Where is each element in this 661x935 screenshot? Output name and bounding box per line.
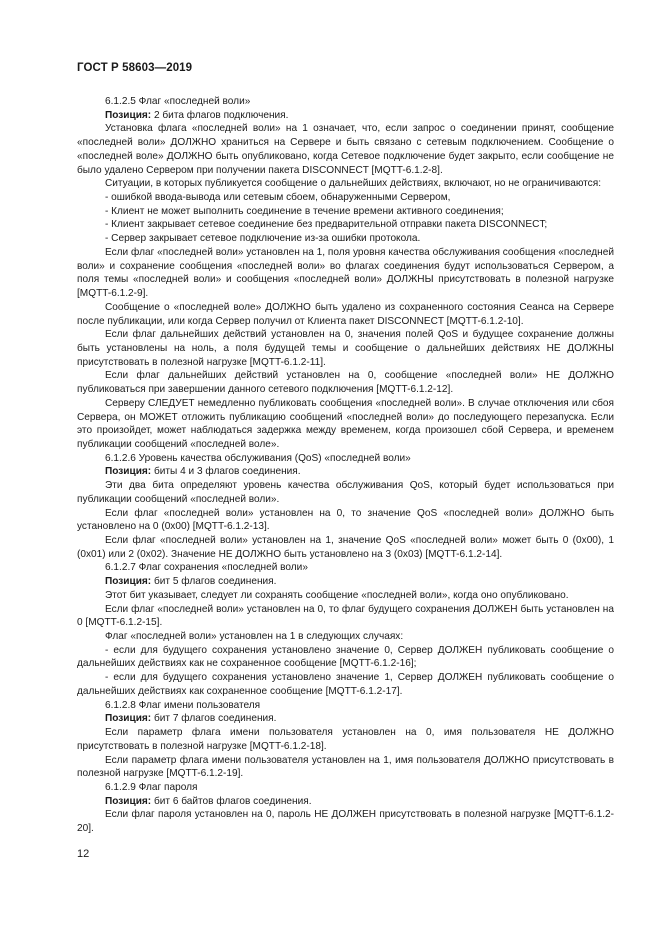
paragraph-text: - ошибкой ввода-вывода или сетевым сбоем, обнаруженными Сервером, — [105, 192, 451, 204]
document-body — [77, 95, 614, 836]
paragraph-text: 6.1.2.8 Флаг имени пользователя — [105, 699, 261, 711]
paragraph-label: Позиция: — [105, 576, 152, 588]
paragraph-text: Серверу СЛЕДУЕТ немедленно публиковать сообщения «последней воли». В случае отключения или сбоя Сервера, он МОЖЕТ отложить публикацию сообщений «последней воли» до последующего перезапуска. Если это произойдет, может наблюдаться задержка между временем, когда произошел сбой Сервера, и временем публикации сообщений «последней воле». — [77, 397, 614, 450]
paragraph-text: 6.1.2.6 Уровень качества обслуживания (QoS) «последней воли» — [105, 452, 411, 464]
paragraph — [77, 452, 614, 466]
paragraph — [77, 397, 614, 452]
paragraph — [77, 644, 614, 671]
paragraph — [77, 328, 614, 369]
paragraph-text: - Клиент закрывает сетевое соединение без предварительной отправки пакета DISCONNECT; — [105, 219, 548, 231]
paragraph-text: Ситуации, в которых публикуется сообщение о дальнейших действиях, включают, но не ограничиваются: — [105, 178, 601, 190]
paragraph-text: Если флаг «последней воли» установлен на 1, значение QoS «последней воли» может быть 0 (0x00), 1 (0x01) или 2 (0x02). Значение НЕ ДОЛЖНО быть установлено на 3 (0x03) [MQTT-6.1.2-14]. — [77, 535, 614, 560]
paragraph — [77, 603, 614, 630]
paragraph-text: Флаг «последней воли» установлен на 1 в следующих случаях: — [105, 631, 404, 643]
paragraph-label: Позиция: — [105, 713, 152, 725]
paragraph-text: Если параметр флага имени пользователя установлен на 1, имя пользователя ДОЛЖНО присутствовать в полезной нагрузке [MQTT-6.1.2-19]. — [77, 754, 614, 780]
paragraph-text: бит 5 флагов соединения. — [151, 576, 277, 588]
paragraph — [77, 671, 614, 698]
paragraph-text: Если флаг дальнейших действий установлен на 0, значения полей QoS и будущее сохранение должны быть установлены на ноль, а поля будущей темы и сообщение о дальнейших действиях НЕ ДОЛЖНЫ присутствовать в полезной нагрузке [MQTT-6.1.2-11]. — [77, 329, 614, 368]
paragraph — [77, 177, 614, 191]
paragraph-text: Если флаг «последней воли» установлен на 1, поля уровня качества обслуживания сообщения «последней воли» и сохранение сообщения «последней воли» во флагах соединения будут использоваться Сервером, а поля темы «последней воли» и сообщения «последней воли» ДОЛЖНЫ присутствовать в полезной нагрузке [MQTT-6.1.2-9]. — [77, 246, 614, 300]
paragraph — [77, 712, 614, 726]
paragraph — [77, 561, 614, 575]
paragraph — [77, 699, 614, 713]
paragraph — [77, 575, 614, 589]
paragraph — [77, 122, 614, 177]
paragraph-text: - если для будущего сохранения установлено значение 0, Сервер ДОЛЖЕН публиковать сообщение о дальнейших действиях как не сохраненное сообщение [MQTT-6.1.2-16]; — [77, 644, 614, 670]
paragraph-text: бит 6 байтов флагов соединения. — [151, 795, 312, 807]
paragraph-text: 2 бита флагов подключения. — [151, 109, 289, 121]
paragraph — [77, 465, 614, 479]
paragraph-text: 6.1.2.9 Флаг пароля — [105, 781, 198, 793]
paragraph-text: Если параметр флага имени пользователя установлен на 0, имя пользователя НЕ ДОЛЖНО присутствовать в полезной нагрузке [MQTT-6.1.2-18]. — [77, 727, 614, 752]
paragraph-text: Этот бит указывает, следует ли сохранять сообщение «последней воли», когда оно опубликовано. — [105, 589, 569, 601]
paragraph — [77, 808, 614, 835]
paragraph — [77, 191, 614, 205]
paragraph-label: Позиция: — [105, 109, 152, 121]
paragraph — [77, 95, 614, 109]
paragraph-text: Если флаг дальнейших действий установлен на 0, сообщение «последней воли» НЕ ДОЛЖНО публиковаться при завершении данного сетевого подключения [MQTT-6.1.2-12]. — [77, 370, 614, 396]
paragraph-text: - Клиент не может выполнить соединение в течение времени активного соединения; — [105, 205, 504, 217]
paragraph — [77, 630, 614, 644]
paragraph — [77, 218, 614, 232]
paragraph-text: бит 7 флагов соединения. — [151, 713, 277, 725]
paragraph-text: Установка флага «последней воли» на 1 означает, что, если запрос о соединении принят, сообщение «последней воли» ДОЛЖНО храниться на Сервере и быть связано с сетевым подключением. Сообщение о «последней воле» ДОЛЖНО быть опубликовано, когда Сетевое подключение будет закрыто, если сообщение не было удалено Сервером при получении пакета DISCONNECT [MQTT-6.1.2-8]. — [77, 123, 614, 176]
paragraph-text: - Сервер закрывает сетевое подключение из-за ошибки протокола. — [105, 233, 421, 245]
paragraph — [77, 726, 614, 753]
paragraph-text: Если флаг пароля установлен на 0, пароль НЕ ДОЛЖЕН присутствовать в полезной нагрузке [MQTT-6.1.2-20]. — [77, 809, 614, 835]
paragraph-text: Если флаг «последней воли» установлен на 0, то флаг будущего сохранения ДОЛЖЕН быть установлен на 0 [MQTT-6.1.2-15]. — [77, 603, 614, 629]
paragraph-text: Если флаг «последней воли» установлен на 0, то значение QoS «последней воли» ДОЛЖНО быть установлено на 0 (0x00) [MQTT-6.1.2-13]. — [77, 507, 614, 533]
paragraph-label: Позиция: — [105, 466, 152, 478]
page-number: 12 — [77, 848, 90, 860]
paragraph-text: биты 4 и 3 флагов соединения. — [151, 466, 301, 478]
paragraph — [77, 232, 614, 246]
paragraph — [77, 795, 614, 809]
paragraph — [77, 781, 614, 795]
paragraph — [77, 507, 614, 534]
paragraph — [77, 246, 614, 301]
paragraph-text: Эти два бита определяют уровень качества обслуживания QoS, который будет использоваться при публикации сообщений «последней воли». — [77, 480, 614, 505]
paragraph-text: 6.1.2.5 Флаг «последней воли» — [105, 96, 251, 107]
paragraph-label: Позиция: — [105, 795, 152, 807]
paragraph — [77, 205, 614, 219]
paragraph — [77, 534, 614, 561]
paragraph-text: - если для будущего сохранения установлено значение 1, Сервер ДОЛЖЕН публиковать сообщение о дальнейших действиях как сохраненное сообщение [MQTT-6.1.2-17]. — [77, 672, 614, 697]
paragraph-text: Сообщение о «последней воле» ДОЛЖНО быть удалено из сохраненного состояния Сеанса на Сервере после публикации, или когда Сервер получил от Клиента пакет DISCONNECT [MQTT-6.1.2-10]. — [77, 301, 614, 327]
paragraph — [77, 589, 614, 603]
paragraph-text: 6.1.2.7 Флаг сохранения «последней воли» — [105, 562, 308, 574]
paragraph — [77, 301, 614, 328]
document-header: ГОСТ Р 58603—2019 — [77, 62, 193, 74]
paragraph — [77, 369, 614, 396]
paragraph — [77, 754, 614, 781]
paragraph — [77, 109, 614, 123]
paragraph — [77, 479, 614, 506]
